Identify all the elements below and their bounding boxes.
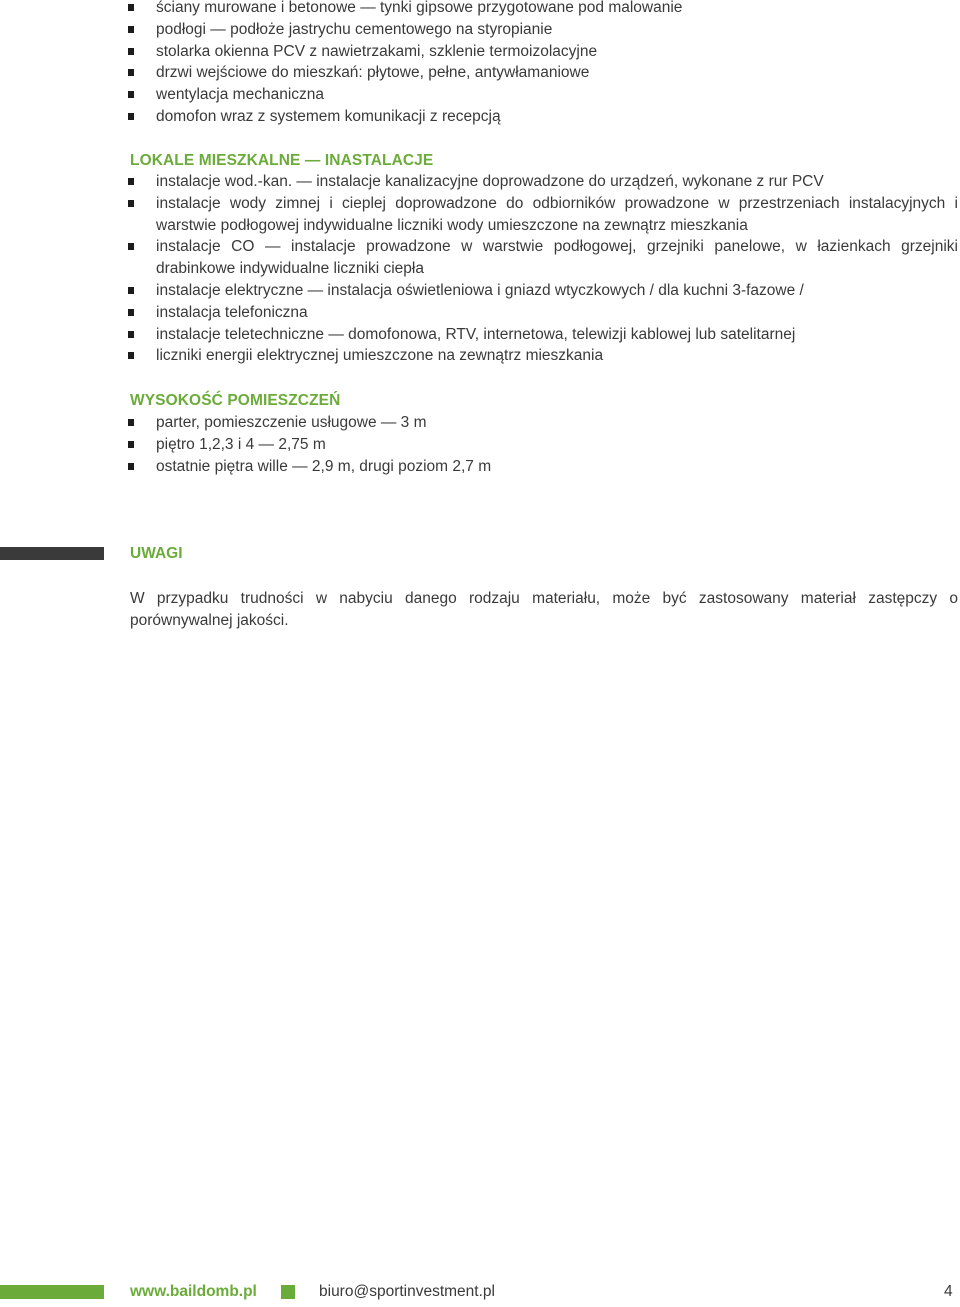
lokale-list bbox=[130, 171, 958, 367]
square-bullet-icon bbox=[128, 352, 134, 359]
page-number: 4 bbox=[944, 1283, 953, 1300]
square-bullet-icon bbox=[128, 178, 134, 185]
list-item-text: instalacje CO — instalacje prowadzone w warstwie podłogowej, grzejniki panelowe, w łazienkach grzejniki drabinkowe indywidualne liczniki ciepła bbox=[156, 238, 958, 278]
list-item bbox=[130, 456, 958, 478]
footer-email-link[interactable]: biuro@sportinvestment.pl bbox=[319, 1283, 495, 1300]
section-heading-uwagi: UWAGI bbox=[130, 545, 183, 562]
list-item bbox=[130, 324, 958, 346]
square-bullet-icon bbox=[128, 26, 134, 33]
section-divider-bar bbox=[0, 547, 104, 560]
list-item-text: ostatnie piętra wille — 2,9 m, drugi poziom 2,7 m bbox=[156, 457, 492, 475]
list-item bbox=[130, 106, 958, 128]
square-bullet-icon bbox=[128, 441, 134, 448]
list-item-text: instalacje teletechniczne — domofonowa, RTV, internetowa, telewizji kablowej lub satelitarnej bbox=[156, 325, 796, 343]
section-heading-wysokosc: WYSOKOŚĆ POMIESZCZEŃ bbox=[130, 392, 341, 409]
list-item bbox=[130, 280, 958, 302]
list-item bbox=[130, 345, 958, 367]
list-item bbox=[130, 412, 958, 434]
list-item-text: wentylacja mechaniczna bbox=[156, 86, 325, 104]
list-item-text: domofon wraz z systemem komunikacji z recepcją bbox=[156, 107, 501, 125]
footer-accent-bar bbox=[0, 1285, 104, 1299]
list-item-text: instalacje elektryczne — instalacja oświetleniowa i gniazd wtyczkowych / dla kuchni 3-fazowe / bbox=[156, 281, 804, 299]
intro-list bbox=[130, 0, 958, 128]
square-bullet-icon bbox=[128, 69, 134, 76]
list-item bbox=[130, 434, 958, 456]
square-bullet-icon bbox=[128, 331, 134, 338]
list-item-text: drzwi wejściowe do mieszkań: płytowe, pełne, antywłamaniowe bbox=[156, 64, 590, 82]
list-item-text: instalacje wod.-kan. — instalacje kanalizacyjne doprowadzone do urządzeń, wykonane z rur PCV bbox=[156, 173, 824, 190]
list-item bbox=[130, 171, 958, 193]
list-item bbox=[130, 84, 958, 106]
list-item bbox=[130, 0, 958, 19]
square-bullet-icon bbox=[128, 200, 134, 207]
list-item-text: instalacja telefoniczna bbox=[156, 303, 308, 321]
list-item bbox=[130, 62, 958, 84]
list-item-text: podłogi — podłoże jastrychu cementowego na styropianie bbox=[156, 20, 553, 38]
list-item bbox=[130, 41, 958, 63]
list-item bbox=[130, 193, 958, 237]
list-item-text: ściany murowane i betonowe — tynki gipsowe przygotowane pod malowanie bbox=[156, 0, 683, 16]
square-bullet-icon bbox=[128, 4, 134, 11]
list-item-text: stolarka okienna PCV z nawietrzakami, szklenie termoizolacyjne bbox=[156, 42, 598, 60]
list-item bbox=[130, 19, 958, 41]
section-heading-lokale: LOKALE MIESZKALNE — INASTALACJE bbox=[130, 152, 434, 169]
square-bullet-icon bbox=[128, 287, 134, 294]
square-bullet-icon bbox=[128, 309, 134, 316]
list-item bbox=[130, 302, 958, 324]
square-bullet-icon bbox=[128, 113, 134, 120]
uwagi-paragraph: W przypadku trudności w nabyciu danego rodzaju materiału, może być zastosowany materiał zastępczy o porównywalnej jakości. bbox=[130, 590, 958, 629]
list-item-text: parter, pomieszczenie usługowe — 3 m bbox=[156, 414, 427, 431]
wysokosc-list bbox=[130, 412, 958, 477]
square-bullet-icon bbox=[128, 243, 134, 250]
square-bullet-icon bbox=[128, 419, 134, 426]
footer-website-link[interactable]: www.baildomb.pl bbox=[130, 1283, 257, 1300]
list-item bbox=[130, 236, 958, 280]
square-bullet-icon bbox=[128, 463, 134, 470]
list-item-text: instalacje wody zimnej i cieplej doprowadzone do odbiorników prowadzone w przestrzeniach instalacyjnych i warstwie podłogowej indywidualne liczniki wody umieszczone na zewnątrz mieszkania bbox=[156, 194, 958, 234]
footer-square-icon bbox=[281, 1285, 295, 1299]
square-bullet-icon bbox=[128, 48, 134, 55]
list-item-text: piętro 1,2,3 i 4 — 2,75 m bbox=[156, 435, 326, 453]
list-item-text: liczniki energii elektrycznej umieszczone na zewnątrz mieszkania bbox=[156, 347, 604, 365]
square-bullet-icon bbox=[128, 91, 134, 98]
